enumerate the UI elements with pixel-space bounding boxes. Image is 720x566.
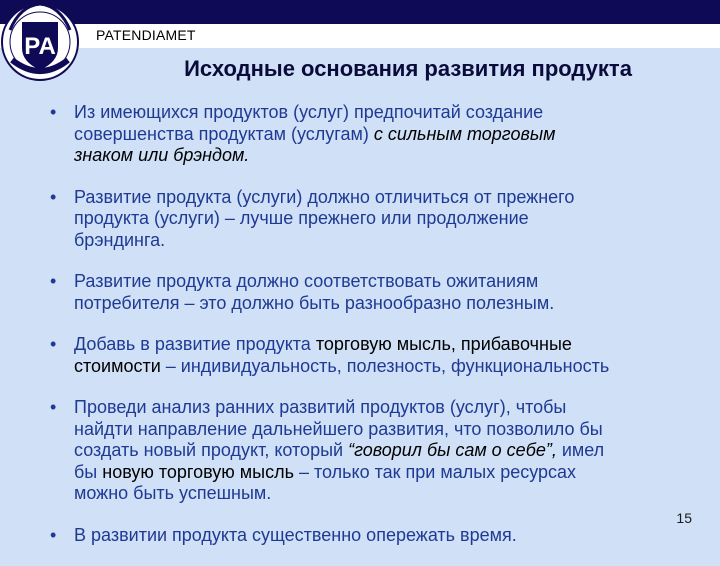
bullet-line [74,293,720,315]
bullet-line [74,187,720,209]
bullet-line [74,440,720,462]
bullet-text-segment: Из имеющихся продуктов (услуг) предпочитай создание [74,102,544,122]
bullet-line [74,334,720,356]
bullet-text-segment: Проведи анализ ранних развитий продуктов (услуг), чтобы [74,397,567,417]
bullet-line [74,525,720,547]
bullet-text-segment: брэндинга. [74,229,166,250]
bullet-list [50,102,720,566]
bullet-text-segment: можно быть успешным. [74,483,272,503]
bullet-item [50,397,720,505]
bullet-text-segment: продукта (услуги) – лучше прежнего или продолжение [74,208,529,228]
bullet-text-segment: создать новый продукт, который [74,440,349,460]
bullet-item [50,102,720,167]
page-number: 15 [676,510,692,526]
bullet-text-segment: стоимости [74,355,161,376]
patendiamet-logo-icon [0,0,84,84]
bullet-line [74,397,720,419]
bullet-text-segment: с сильным торговым [373,123,556,144]
bullet-line [74,462,720,484]
bullet-line [74,145,720,167]
bullet-line [74,230,720,252]
bullet-item [50,271,720,314]
bullet-text-segment: – индивидуальность, полезность, функциональность [160,355,610,376]
bullet-line [74,102,720,124]
bullet-line [74,208,720,230]
bullet-text-segment: знаком или брэндом. [74,145,250,165]
bullet-item [50,187,720,252]
bullet-text-segment: В развитии продукта существенно опережать время. [74,524,517,545]
bullet-line [74,356,720,378]
bullet-text-segment: торговую мысль, прибавочные [315,334,572,354]
bullet-dot-icon: • [50,102,57,122]
bullet-line [74,124,720,146]
bullet-dot-icon: • [50,397,57,417]
bullet-text-segment: Развитие продукта (услуги) должно отличиться от прежнего [74,186,575,207]
bullet-line [74,483,720,505]
svg-text:PA: PA [24,33,56,60]
bullet-text-segment: новую торговую мысль [102,461,294,482]
bullet-line [74,271,720,293]
top-bar [0,0,720,24]
bullet-dot-icon: • [50,524,57,545]
bullet-text-segment: Развитие продукта должно соответствовать ожитаниям [74,271,539,291]
bullet-text-segment: бы [74,461,103,482]
bullet-text-segment: – только так при малых ресурсах [293,461,577,482]
bullet-item [50,334,720,377]
bullet-text-segment: найдти направление дальнейшего развития, что позволило бы [74,418,603,439]
bullet-line [74,419,720,441]
bullet-dot-icon: • [50,271,57,291]
bullet-text-segment: Добавь в развитие продукта [74,334,316,354]
bullet-item [50,525,720,547]
bullet-text-segment: имел [556,440,605,460]
bullet-text-segment: совершенства продуктам (услугам) [74,123,374,144]
bullet-text-segment: потребителя – это должно быть разнообразно полезным. [74,292,555,313]
bullet-text-segment: “говорил бы сам о себе”, [348,440,557,460]
brand-name: PATENDIAMET [96,27,196,43]
bullet-dot-icon: • [50,334,57,354]
slide-title: Исходные основания развития продукта [184,56,632,81]
bullet-dot-icon: • [50,186,57,207]
